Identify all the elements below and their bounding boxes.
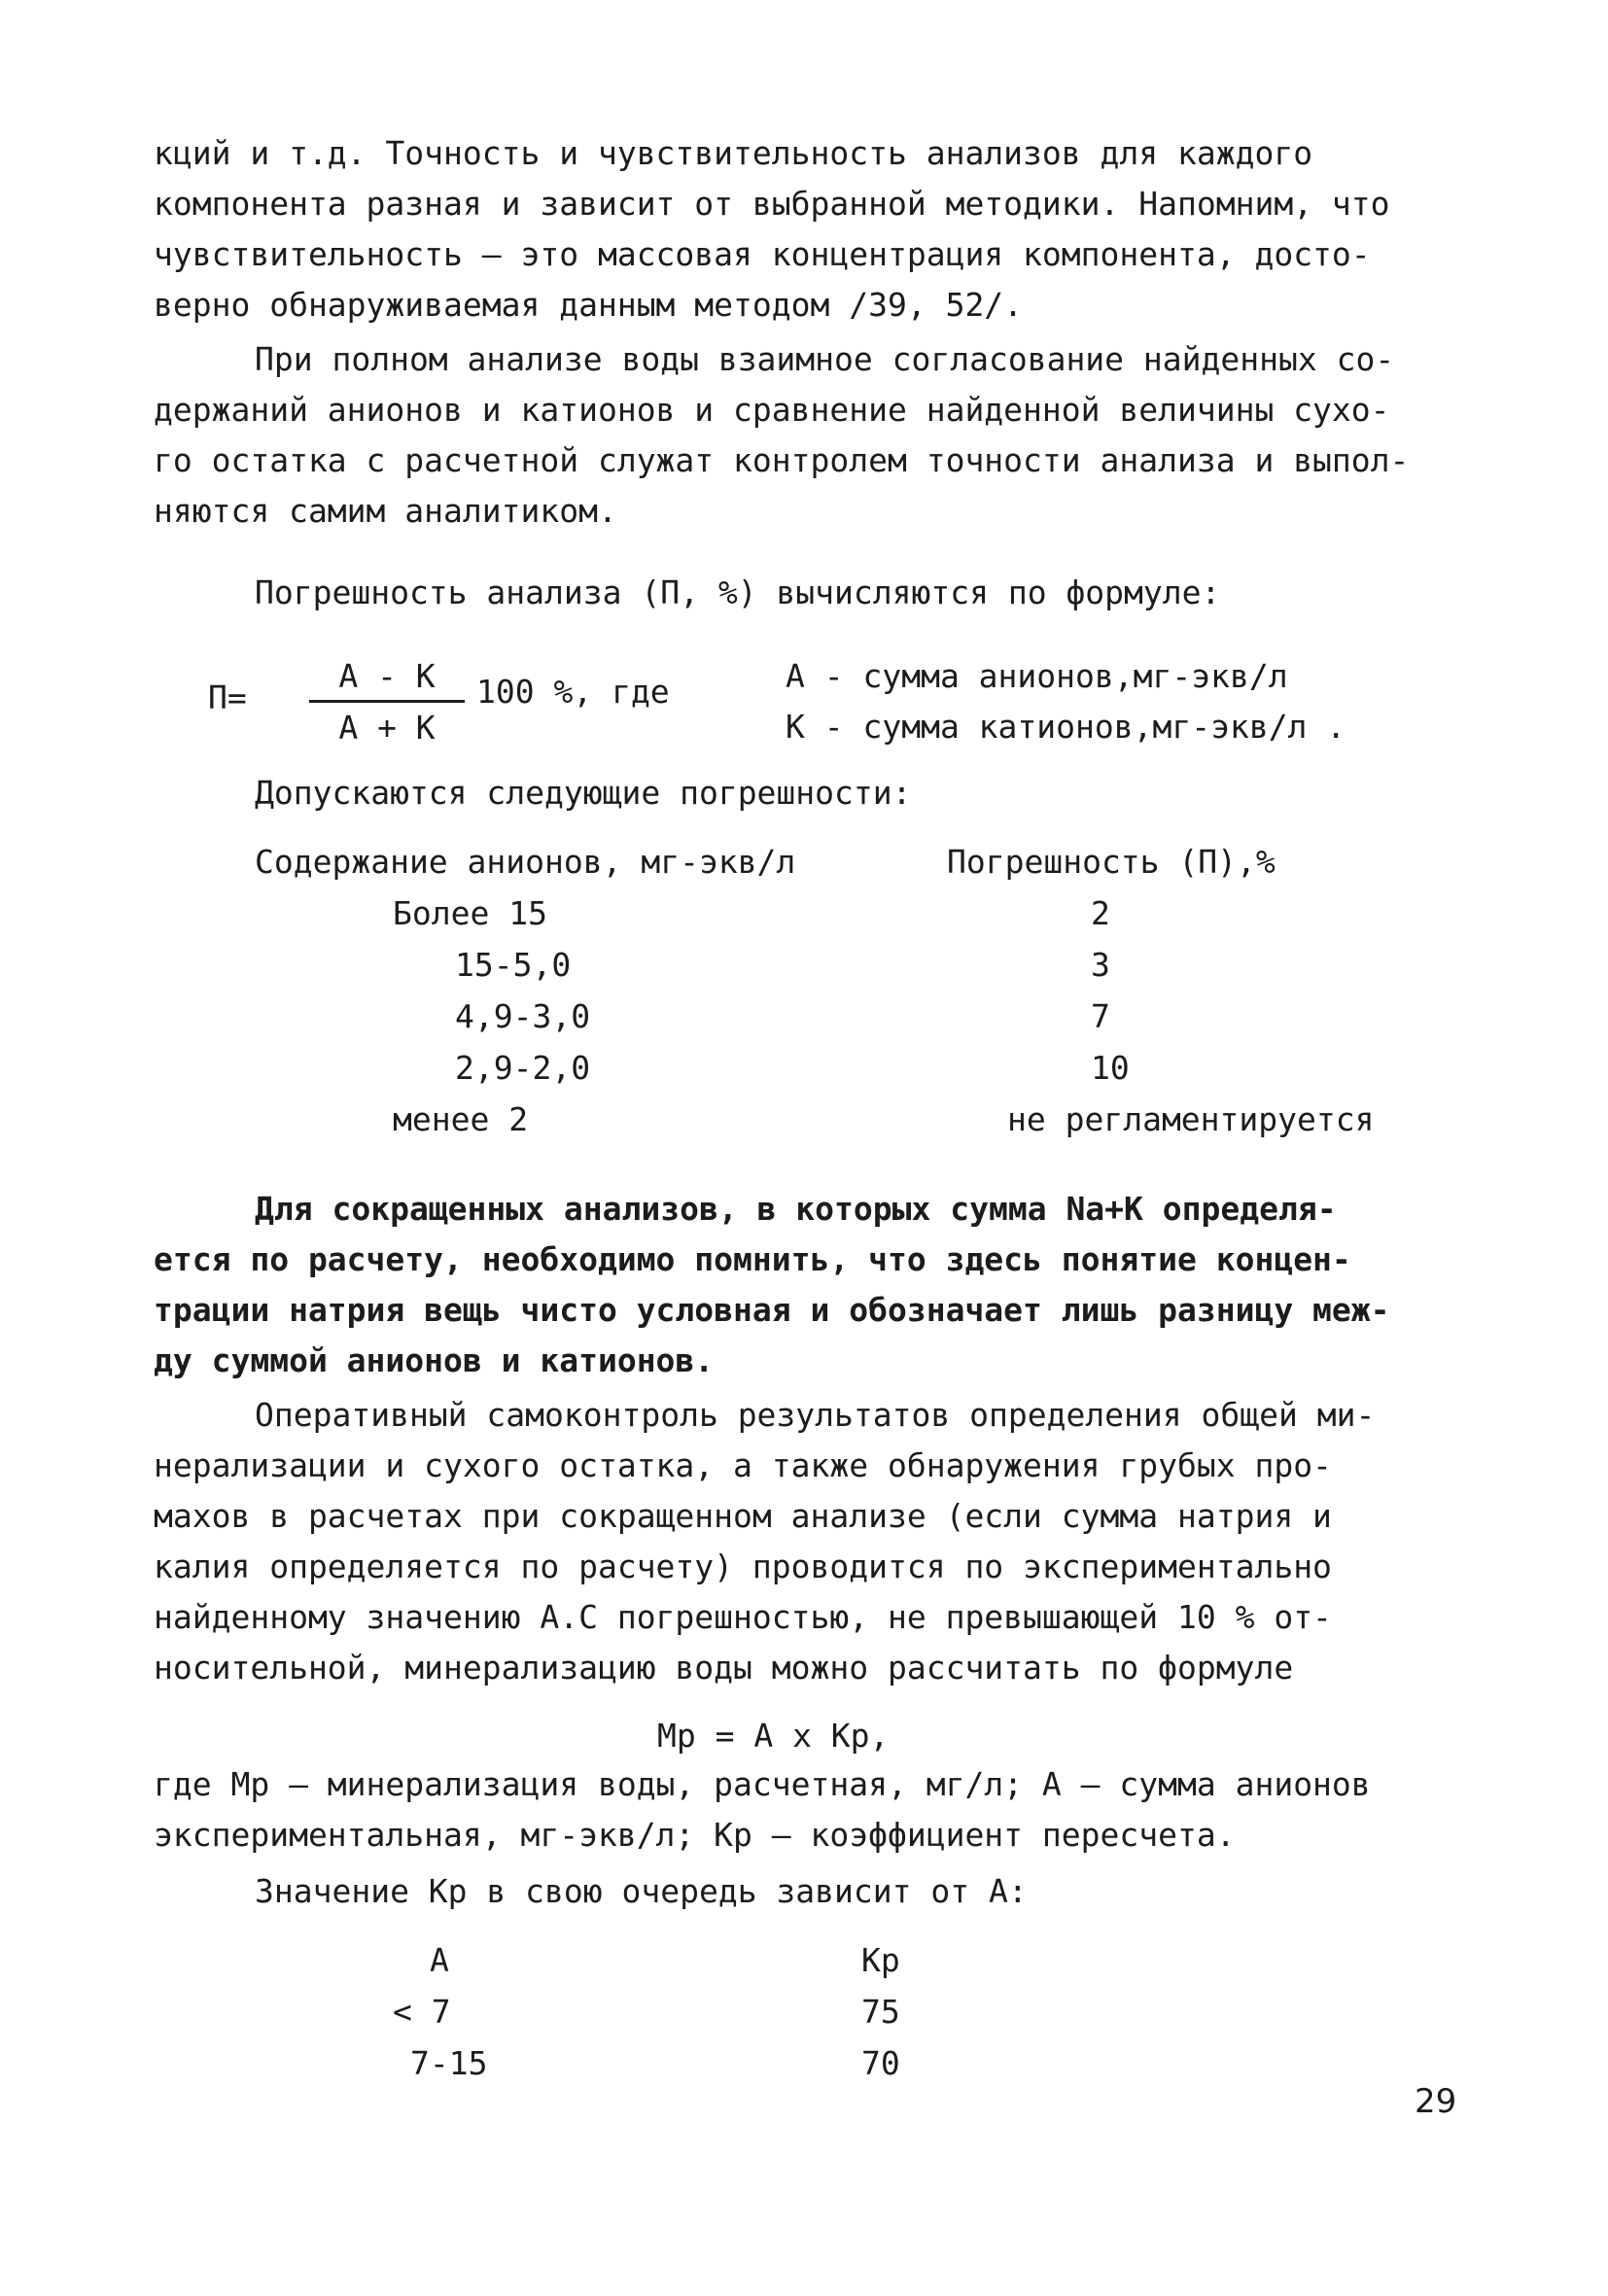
text-line: го остатка с расчетной служат контролем точности анализа и выпол- — [154, 441, 1410, 479]
text-line: экспериментальная, мг-экв/л; Кр – коэффициент пересчета. — [154, 1816, 1236, 1854]
text-line: держаний анионов и катионов и сравнение найденной величины сухо- — [154, 391, 1390, 429]
formula-tail: 100 %, где — [476, 673, 670, 711]
column-header-a: А — [430, 1941, 449, 1979]
formula-def-anions: А - сумма анионов,мг-экв/л — [786, 657, 1288, 695]
table-row — [255, 887, 1421, 939]
table-header-row — [385, 1934, 1066, 1986]
error-table — [255, 836, 1421, 1145]
formula-numerator: А - К — [309, 653, 465, 703]
text-line: чувствительность – это массовая концентрация компонента, досто- — [154, 235, 1371, 273]
table-row — [385, 2037, 1066, 2089]
table-cell-error: 2 — [1091, 894, 1110, 932]
formula-def-cations: К - сумма катионов,мг-экв/л . — [786, 708, 1346, 746]
mineralization-formula: Мр = А х Кр, — [657, 1717, 890, 1755]
table-cell-content: 4,9-3,0 — [455, 997, 591, 1035]
table-cell-error: 3 — [1091, 946, 1110, 984]
table-cell-error: 10 — [1091, 1049, 1130, 1087]
table-cell-content: 15-5,0 — [455, 946, 572, 984]
text-line: трации натрия вещь чисто условная и обозначает лишь разницу меж- — [154, 1291, 1390, 1329]
paragraph-kr-intro — [154, 1866, 1495, 1917]
table-cell-content: 2,9-2,0 — [455, 1049, 591, 1087]
paragraph-full-analysis — [154, 334, 1495, 537]
paragraph-self-control — [154, 1390, 1495, 1693]
paragraph-where — [154, 1759, 1495, 1861]
table-cell-content: менее 2 — [393, 1100, 529, 1138]
table-cell-error: не регламентируется — [1007, 1100, 1375, 1138]
text-line: При полном анализе воды взаимное согласование найденных со- — [255, 340, 1395, 378]
text-line: ду суммой анионов и катионов. — [154, 1341, 715, 1379]
text-line: махов в расчетах при сокращенном анализе (если сумма натрия и — [154, 1497, 1332, 1535]
formula-fraction — [309, 653, 465, 749]
table-cell-error: 7 — [1091, 997, 1110, 1035]
allowed-errors-title — [154, 768, 1495, 818]
column-header-content: Содержание анионов, мг-экв/л — [255, 843, 796, 881]
table-cell-a: 7-15 — [410, 2044, 488, 2082]
text-line: калия определяется по расчету) проводится по экспериментально — [154, 1548, 1332, 1585]
table-row — [255, 991, 1421, 1042]
text-line: носительной, минерализацию воды можно рассчитать по формуле — [154, 1649, 1294, 1687]
table-cell-a: < 7 — [393, 1993, 451, 2031]
text-line: верно обнаруживаемая данным методом /39, 52/. — [154, 286, 1024, 324]
text-line: Для сокращенных анализов, в которых сумма Na+K определя- — [255, 1190, 1337, 1228]
text-line: Допускаются следующие погрешности: — [255, 774, 912, 812]
table-header-row — [255, 836, 1421, 887]
text-line: няются самим аналитиком. — [154, 492, 617, 530]
formula-denominator: А + К — [338, 709, 436, 747]
paragraph-sensitivity — [154, 128, 1495, 330]
table-row — [385, 1986, 1066, 2037]
text-line: Значение Кр в свою очередь зависит от А: — [255, 1872, 1028, 1910]
page-number: 29 — [1415, 2082, 1457, 2121]
kr-table — [385, 1934, 1066, 2089]
table-cell-kr: 75 — [861, 1993, 900, 2031]
text-line: Погрешность анализа (П, %) вычисляются по формуле: — [255, 574, 1221, 611]
text-line: найденному значению А.С погрешностью, не превышающей 10 % от- — [154, 1598, 1332, 1636]
table-row — [255, 939, 1421, 991]
text-line: нерализации и сухого остатка, а также обнаружения грубых про- — [154, 1446, 1332, 1484]
text-line: ется по расчету, необходимо помнить, что здесь понятие концен- — [154, 1240, 1351, 1278]
text-line: компонента разная и зависит от выбранной методики. Напомним, что — [154, 185, 1390, 223]
text-line: Оперативный самоконтроль результатов определения общей ми- — [255, 1396, 1376, 1434]
table-cell-content: Более 15 — [393, 894, 547, 932]
table-row — [255, 1042, 1421, 1094]
paragraph-short-analysis — [154, 1184, 1495, 1386]
formula-lhs: П= — [208, 678, 247, 716]
text-line: кций и т.д. Точность и чувствительность анализов для каждого — [154, 134, 1313, 172]
column-header-error: Погрешность (П),% — [947, 843, 1276, 881]
text-line: где Мр – минерализация воды, расчетная, мг/л; А – сумма анионов — [154, 1765, 1371, 1803]
table-cell-kr: 70 — [861, 2044, 900, 2082]
table-row — [255, 1094, 1421, 1145]
paragraph-error-intro — [154, 568, 1495, 618]
column-header-kr: Кр — [861, 1941, 900, 1979]
